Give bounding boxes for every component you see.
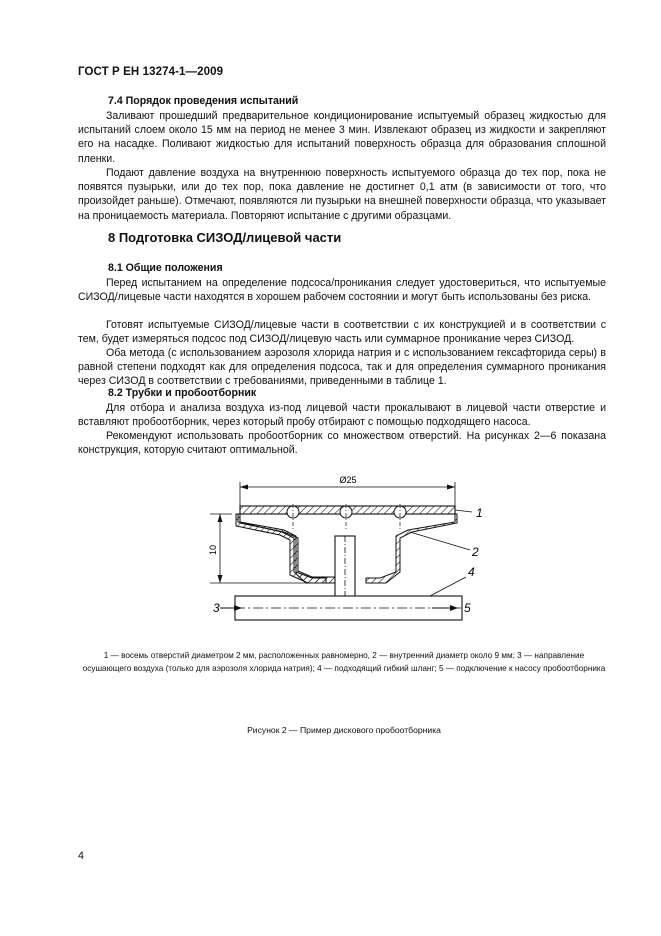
disk-left-wall	[238, 514, 326, 583]
diameter-dimension	[240, 475, 455, 506]
height-label: 10	[208, 544, 218, 556]
section-8-1-paragraph-2: Готовят испытуемые СИЗОД/лицевые части в соответствии с их конструкцией и в соответствии с тем, будет измеряться подсос под СИЗОД/лицевую часть или суммарное проникание через СИЗОД.	[78, 319, 606, 346]
callout-4: 4	[468, 565, 475, 579]
callout-1: 1	[476, 506, 483, 520]
section-8-1-paragraph-3: Оба метода (с использованием аэрозоля хлорида натрия и с использованием гексафторида серы) в равной степени подходят как для определения подсоса, так и для определения суммарного проникания через СИЗОД в соответствии с требованиями, приведенными в таблице 1.	[78, 347, 606, 388]
callout-3: 3	[213, 601, 220, 615]
callout-2: 2	[472, 545, 479, 559]
section-8-2-paragraph-1: Для отбора и анализа воздуха из-под лицевой части прокалывают в лицевой части отверстие и вставляют пробоотборник, через который пробу отбирают с помощью подходящего насоса.	[78, 402, 606, 429]
figure-title: Рисунок 2 — Пример дискового пробоотборника	[247, 725, 441, 735]
disk-sampler-drawing	[180, 470, 500, 640]
section-8-heading: 8 Подготовка СИЗОД/лицевой части	[108, 230, 342, 245]
section-7-4-paragraph-1: Заливают прошедший предварительное кондиционирование испытуемый образец жидкостью для испытаний слоем около 15 мм на период не менее 3 мин. Извлекают образец из жидкости и закрепляют его на насадке. Поливают жидкостью для испытаний поверхность образца для образования сплошной пленки.	[78, 110, 606, 165]
figure-legend: 1 — восемь отверстий диаметром 2 мм, расположенных равномерно, 2 — внутренний диаметр около 9 мм; 3 — направление осушающего воздуха (только для аэрозоля хлорида натрия); 4 — подходящий гибкий шланг; 5 — подключение к насосу пробоотборника	[82, 651, 606, 673]
document-header: ГОСТ Р ЕН 13274-1—2009	[78, 66, 224, 78]
callout-5: 5	[464, 601, 471, 615]
section-7-4-heading: 7.4 Порядок проведения испытаний	[108, 95, 299, 107]
section-8-2-paragraph-2: Рекомендуют использовать пробоотборник со множеством отверстий. На рисунках 2—6 показана конструкция, которую считают оптимальной.	[78, 430, 606, 457]
section-7-4-paragraph-2: Подают давление воздуха на внутреннюю поверхность испытуемого образца до тех пор, пока не появятся пузырьки, или до тех пор, пока давление не достигнет 0,1 атм (в зависимости от того, что произойдет раньше). Отмечают, появляются ли пузырьки на внешней поверхности образца, что указывает на проницаемость материала. Повторяют испытание с другими образцами.	[78, 167, 606, 222]
disk-right-shell	[366, 514, 457, 583]
diameter-label: Ø25	[339, 475, 357, 485]
section-8-1-paragraph-1: Перед испытанием на определение подсоса/проникания следует удостовериться, что испытуемые СИЗОД/лицевые части находятся в хорошем рабочем состоянии и могут быть использованы без риска.	[78, 277, 606, 304]
section-8-1-heading: 8.1 Общие положения	[108, 262, 223, 274]
page-number: 4	[78, 850, 84, 862]
section-8-2-heading: 8.2 Трубки и пробоотборник	[108, 387, 257, 399]
